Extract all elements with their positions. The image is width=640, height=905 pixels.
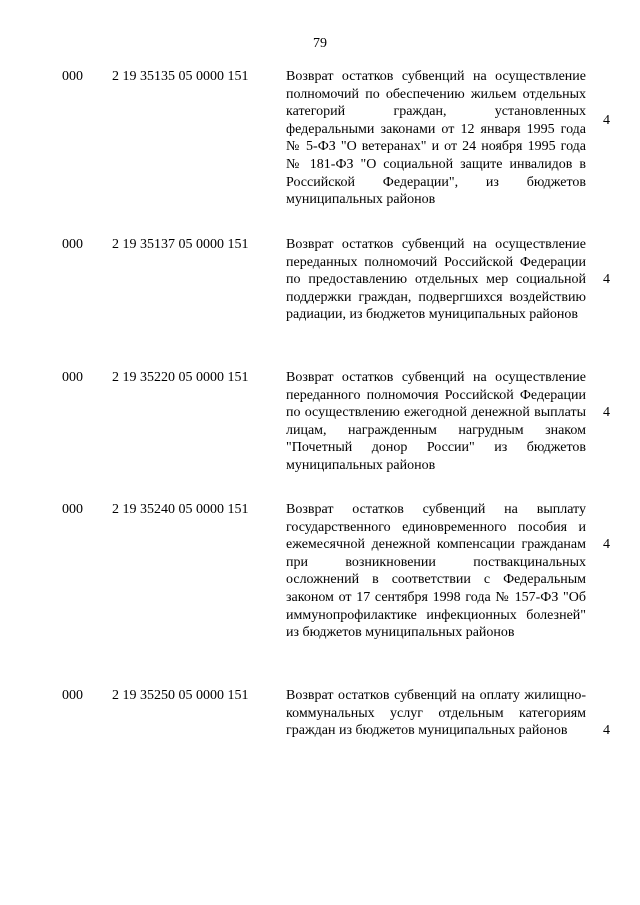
admin-code: 000 — [62, 69, 83, 84]
admin-code: 000 — [62, 502, 83, 517]
row-level: 4 — [603, 113, 610, 128]
row-level: 4 — [603, 272, 610, 287]
budget-classification-code: 2 19 35240 05 0000 151 — [112, 502, 249, 517]
row-description: Возврат остатков субвенций на осуществление переданных полномочий Российской Федерации по предоставлению отдельных мер социальной поддержки граждан, подвергшихся воздействию радиации, из бюджетов муниципальных районов — [286, 237, 586, 323]
row-level: 4 — [603, 723, 610, 738]
budget-classification-code: 2 19 35250 05 0000 151 — [112, 688, 249, 703]
admin-code: 000 — [62, 237, 83, 252]
table-row — [62, 369, 612, 493]
budget-classification-code: 2 19 35137 05 0000 151 — [112, 237, 249, 252]
budget-classification-code: 2 19 35220 05 0000 151 — [112, 370, 249, 385]
row-level: 4 — [603, 537, 610, 552]
admin-code: 000 — [62, 370, 83, 385]
row-level: 4 — [603, 405, 610, 420]
table-row — [62, 501, 612, 679]
budget-code-table — [62, 68, 612, 767]
page-number: 79 — [313, 36, 327, 51]
budget-classification-code: 2 19 35135 05 0000 151 — [112, 69, 249, 84]
admin-code: 000 — [62, 688, 83, 703]
row-description: Возврат остатков субвенций на осуществление переданного полномочия Российской Федерации по осуществлению ежегодной денежной выплаты лицам, награжденным нагрудным знаком "Почетный донор России" из бюджетов муниципальных районов — [286, 370, 586, 473]
table-row — [62, 236, 612, 361]
row-description: Возврат остатков субвенций на выплату государственного единовременного пособия и ежемесячной денежной компенсации гражданам при возникновении поствакцинальных осложнений в соответствии с Федеральным законом от 17 сентября 1998 года № 157-ФЗ "Об иммунопрофилактике инфекционных болезней" из бюджетов муниципальных районов — [286, 502, 586, 641]
table-row — [62, 68, 612, 228]
row-description: Возврат остатков субвенций на оплату жилищно-коммунальных услуг отдельным категориям граждан из бюджетов муниципальных районов — [286, 688, 586, 739]
table-row — [62, 687, 612, 759]
row-description: Возврат остатков субвенций на осуществление полномочий по обеспечению жильем отдельных категорий граждан, установленных федеральными законами от 12 января 1995 года № 5-ФЗ "О ветеранах" и от 24 ноября 1995 года № 181-ФЗ "О социальной защите инвалидов в Российской Федерации", из бюджетов муниципальных районов — [286, 69, 586, 208]
